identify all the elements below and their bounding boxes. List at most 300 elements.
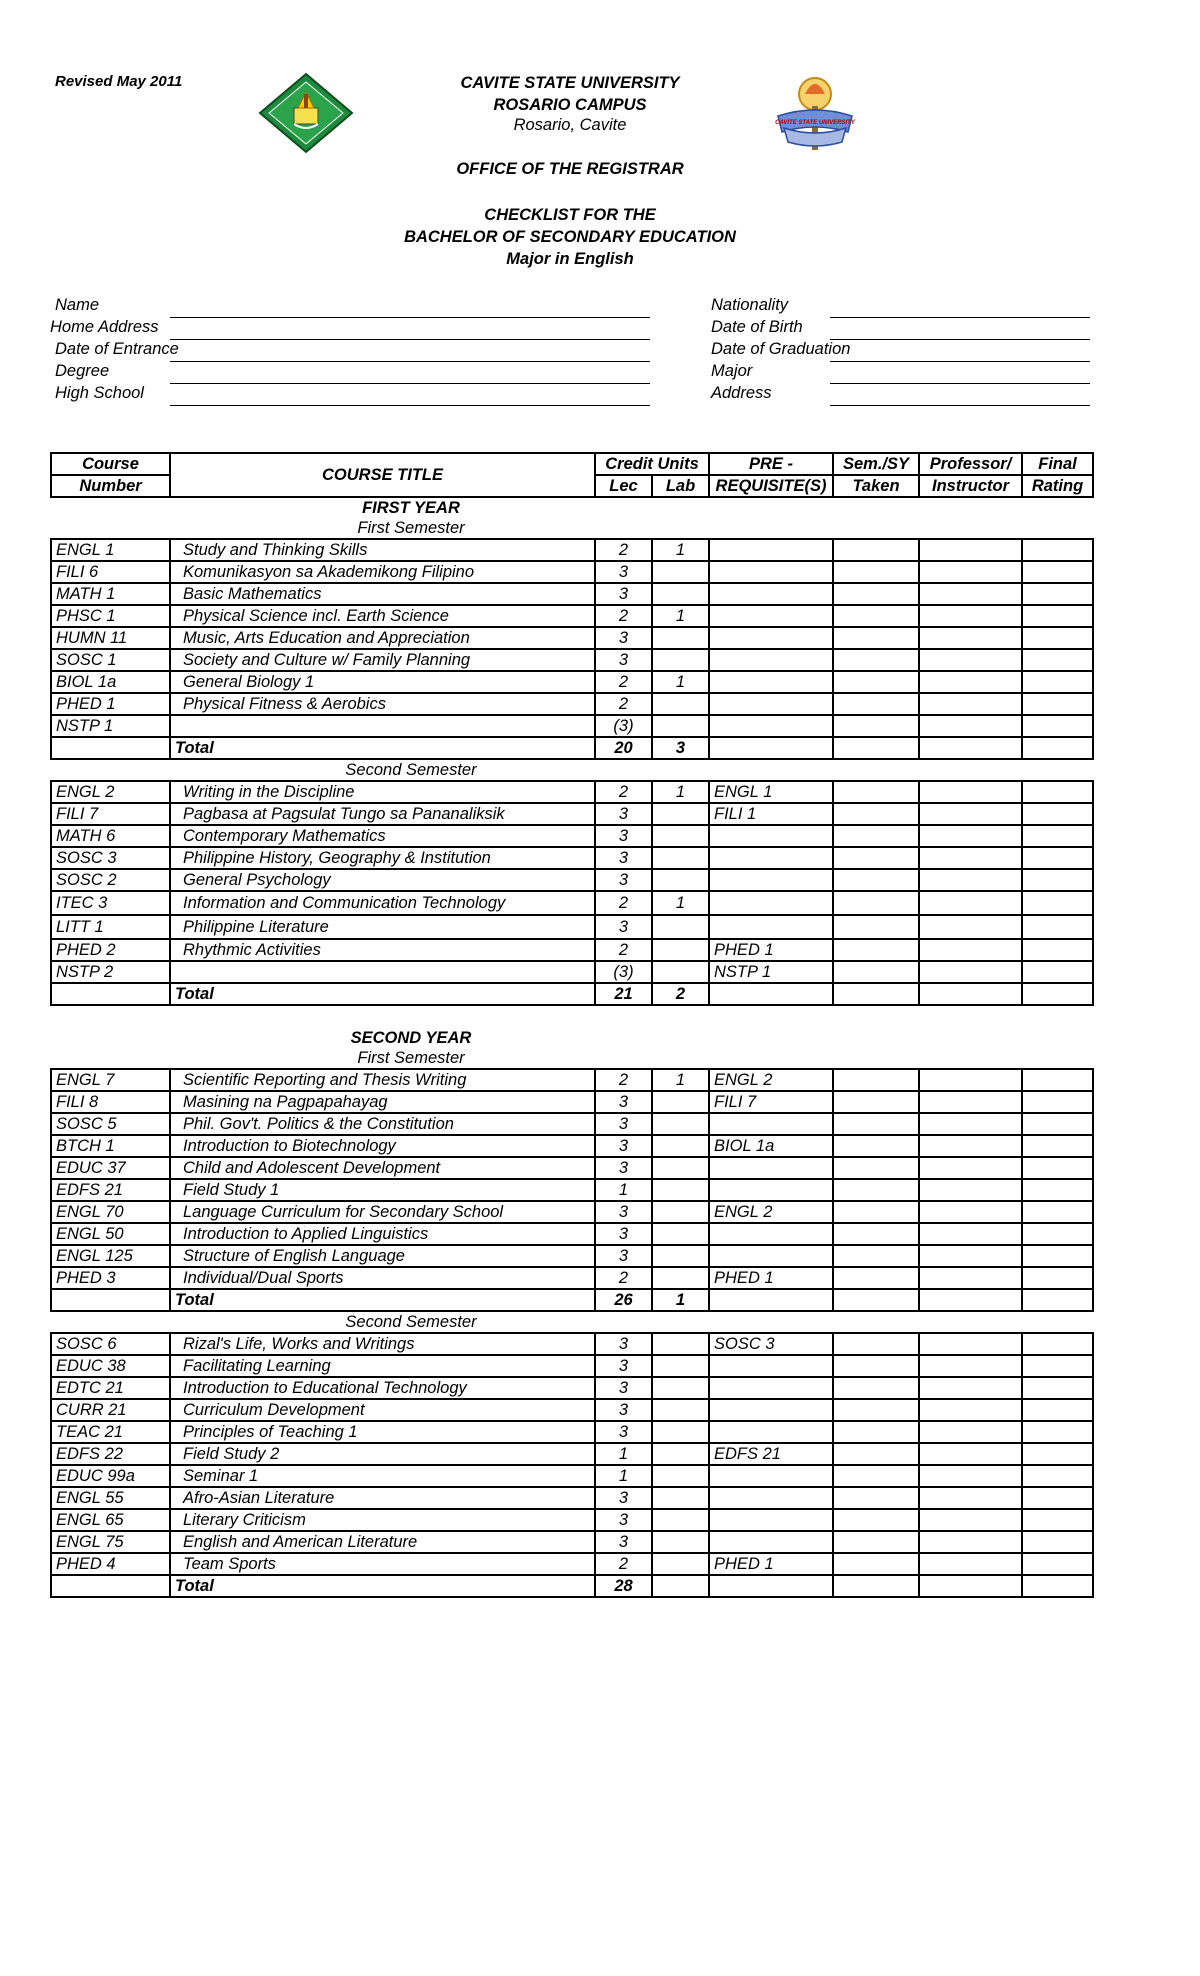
instructor-cell[interactable] xyxy=(919,869,1022,891)
checklist-table xyxy=(50,452,1094,1598)
final-rating-cell[interactable] xyxy=(1022,1465,1093,1487)
lab-units xyxy=(652,1377,709,1399)
lab-units xyxy=(652,627,709,649)
final-rating-cell[interactable] xyxy=(1022,1377,1093,1399)
prerequisite xyxy=(709,1245,833,1267)
lab-units xyxy=(652,847,709,869)
sem-sy-taken-cell[interactable] xyxy=(833,1553,919,1575)
instructor-cell[interactable] xyxy=(919,1553,1022,1575)
course-title: General Psychology xyxy=(170,869,595,891)
final-rating-cell[interactable] xyxy=(1022,693,1093,715)
sem-sy-taken-cell[interactable] xyxy=(833,961,919,983)
sem-sy-taken-cell[interactable] xyxy=(833,1113,919,1135)
sem-sy-taken-cell[interactable] xyxy=(833,1245,919,1267)
final-rating-cell[interactable] xyxy=(1022,649,1093,671)
instructor-cell[interactable] xyxy=(919,891,1022,915)
second-year-heading xyxy=(51,1028,1093,1048)
course-number: MATH 6 xyxy=(51,825,170,847)
sem-sy-taken-cell[interactable] xyxy=(833,627,919,649)
course-number: HUMN 11 xyxy=(51,627,170,649)
instructor-cell[interactable] xyxy=(919,1355,1022,1377)
date-of-birth-label: Date of Birth xyxy=(711,318,803,336)
prerequisite xyxy=(709,1157,833,1179)
lab-units xyxy=(652,1443,709,1465)
lab-units xyxy=(652,869,709,891)
table-row xyxy=(51,869,1093,891)
sem-sy-taken-cell[interactable] xyxy=(833,693,919,715)
course-title: English and American Literature xyxy=(170,1531,595,1553)
instructor-cell[interactable] xyxy=(919,781,1022,803)
sem-sy-taken-cell[interactable] xyxy=(833,1509,919,1531)
final-rating-cell[interactable] xyxy=(1022,1179,1093,1201)
major-field[interactable] xyxy=(830,383,1090,384)
instructor-cell[interactable] xyxy=(919,1245,1022,1267)
sem-sy-taken-cell[interactable] xyxy=(833,1157,919,1179)
lab-units xyxy=(652,1553,709,1575)
instructor-cell[interactable] xyxy=(919,605,1022,627)
lec-units: 3 xyxy=(595,1135,652,1157)
instructor-cell[interactable] xyxy=(919,939,1022,961)
prerequisite xyxy=(709,1465,833,1487)
instructor-cell[interactable] xyxy=(919,649,1022,671)
final-rating-cell[interactable] xyxy=(1022,1091,1093,1113)
date-of-entrance-field[interactable] xyxy=(170,361,650,362)
final-rating-cell[interactable] xyxy=(1022,939,1093,961)
sem-sy-taken-cell[interactable] xyxy=(833,561,919,583)
second-semester-heading-label: Second Semester xyxy=(345,1313,477,1331)
sem-sy-taken-cell[interactable] xyxy=(833,1267,919,1289)
total-rating-blank xyxy=(1022,737,1093,759)
lab-units: 1 xyxy=(652,605,709,627)
date-of-birth-field[interactable] xyxy=(830,339,1090,340)
course-title: Curriculum Development xyxy=(170,1399,595,1421)
sem-sy-taken-cell[interactable] xyxy=(833,1421,919,1443)
table-row xyxy=(51,847,1093,869)
instructor-cell[interactable] xyxy=(919,1399,1022,1421)
prerequisite xyxy=(709,1113,833,1135)
instructor-cell[interactable] xyxy=(919,1377,1022,1399)
sem-sy-taken-cell[interactable] xyxy=(833,803,919,825)
instructor-cell[interactable] xyxy=(919,1179,1022,1201)
nationality-field[interactable] xyxy=(830,317,1090,318)
final-rating-cell[interactable] xyxy=(1022,1443,1093,1465)
course-number: FILI 7 xyxy=(51,803,170,825)
course-title: Field Study 2 xyxy=(170,1443,595,1465)
lab-units xyxy=(652,583,709,605)
lec-units: 3 xyxy=(595,1223,652,1245)
final-rating-cell[interactable] xyxy=(1022,539,1093,561)
total-row xyxy=(51,1575,1093,1597)
sem-sy-taken-cell[interactable] xyxy=(833,671,919,693)
prerequisite xyxy=(709,1399,833,1421)
final-rating-cell[interactable] xyxy=(1022,1135,1093,1157)
course-title: Individual/Dual Sports xyxy=(170,1267,595,1289)
instructor-cell[interactable] xyxy=(919,1421,1022,1443)
sem-sy-taken-cell[interactable] xyxy=(833,1487,919,1509)
course-number: PHED 1 xyxy=(51,693,170,715)
final-rating-cell[interactable] xyxy=(1022,1069,1093,1091)
lec-units: 3 xyxy=(595,561,652,583)
university-name: CAVITE STATE UNIVERSITY xyxy=(460,74,680,92)
lab-units xyxy=(652,1399,709,1421)
final-rating-cell[interactable] xyxy=(1022,1267,1093,1289)
total-lec: 26 xyxy=(595,1289,652,1311)
final-rating-cell[interactable] xyxy=(1022,671,1093,693)
course-number: EDUC 99a xyxy=(51,1465,170,1487)
lec-units: 3 xyxy=(595,1421,652,1443)
course-title: Philippine History, Geography & Institution xyxy=(170,847,595,869)
lec-units: 2 xyxy=(595,605,652,627)
sem-sy-taken-cell[interactable] xyxy=(833,1223,919,1245)
instructor-cell[interactable] xyxy=(919,539,1022,561)
high-school-label: High School xyxy=(55,384,144,402)
lec-units: 3 xyxy=(595,1509,652,1531)
prerequisite xyxy=(709,539,833,561)
final-rating-cell[interactable] xyxy=(1022,915,1093,939)
table-row xyxy=(51,1091,1093,1113)
first-year-heading-label: FIRST YEAR xyxy=(362,499,460,517)
total-lab: 2 xyxy=(652,983,709,1005)
instructor-cell[interactable] xyxy=(919,1069,1022,1091)
final-rating-cell[interactable] xyxy=(1022,1509,1093,1531)
table-row xyxy=(51,1333,1093,1355)
nationality-label: Nationality xyxy=(711,296,789,314)
lec-units: 3 xyxy=(595,1355,652,1377)
lec-units: 3 xyxy=(595,1333,652,1355)
course-title: Philippine Literature xyxy=(170,915,595,939)
course-number: FILI 8 xyxy=(51,1091,170,1113)
course-number: ENGL 50 xyxy=(51,1223,170,1245)
course-number: EDFS 22 xyxy=(51,1443,170,1465)
col-pre: PRE - xyxy=(709,453,833,475)
sem-sy-taken-cell[interactable] xyxy=(833,1069,919,1091)
final-rating-cell[interactable] xyxy=(1022,1223,1093,1245)
address-label: Address xyxy=(711,384,772,402)
sem-sy-taken-cell[interactable] xyxy=(833,649,919,671)
final-rating-cell[interactable] xyxy=(1022,1245,1093,1267)
instructor-cell[interactable] xyxy=(919,1465,1022,1487)
office-title: OFFICE OF THE REGISTRAR xyxy=(456,160,684,178)
table-row xyxy=(51,1179,1093,1201)
course-title: Facilitating Learning xyxy=(170,1355,595,1377)
instructor-cell[interactable] xyxy=(919,1443,1022,1465)
sem-sy-taken-cell[interactable] xyxy=(833,847,919,869)
table-row xyxy=(51,961,1093,983)
table-row xyxy=(51,1201,1093,1223)
col-lab: Lab xyxy=(652,475,709,497)
lab-units xyxy=(652,939,709,961)
final-rating-cell[interactable] xyxy=(1022,847,1093,869)
first-year-heading xyxy=(51,497,1093,518)
degree-field[interactable] xyxy=(170,383,650,384)
lab-units xyxy=(652,1179,709,1201)
instructor-cell[interactable] xyxy=(919,1113,1022,1135)
table-row xyxy=(51,649,1093,671)
lec-units: 3 xyxy=(595,1113,652,1135)
lec-units: 1 xyxy=(595,1443,652,1465)
first-semester-heading-label: First Semester xyxy=(357,1049,465,1067)
lab-units xyxy=(652,561,709,583)
instructor-cell[interactable] xyxy=(919,1223,1022,1245)
final-rating-cell[interactable] xyxy=(1022,869,1093,891)
sem-sy-taken-cell[interactable] xyxy=(833,583,919,605)
sem-sy-taken-cell[interactable] xyxy=(833,781,919,803)
instructor-cell[interactable] xyxy=(919,825,1022,847)
lec-units: 3 xyxy=(595,1201,652,1223)
final-rating-cell[interactable] xyxy=(1022,1355,1093,1377)
table-row xyxy=(51,1267,1093,1289)
spacer-row xyxy=(51,1005,1093,1028)
course-number: LITT 1 xyxy=(51,915,170,939)
lec-units: 3 xyxy=(595,649,652,671)
prerequisite xyxy=(709,1531,833,1553)
sem-sy-taken-cell[interactable] xyxy=(833,891,919,915)
col-course: Course xyxy=(51,453,170,475)
instructor-cell[interactable] xyxy=(919,1333,1022,1355)
final-rating-cell[interactable] xyxy=(1022,781,1093,803)
course-number: BTCH 1 xyxy=(51,1135,170,1157)
course-title: Scientific Reporting and Thesis Writing xyxy=(170,1069,595,1091)
lec-units: 2 xyxy=(595,1267,652,1289)
final-rating-cell[interactable] xyxy=(1022,1421,1093,1443)
prerequisite: SOSC 3 xyxy=(709,1333,833,1355)
sem-sy-taken-cell[interactable] xyxy=(833,1135,919,1157)
sem-sy-taken-cell[interactable] xyxy=(833,605,919,627)
table-row xyxy=(51,891,1093,915)
table-row xyxy=(51,1509,1093,1531)
sem-sy-taken-cell[interactable] xyxy=(833,1333,919,1355)
instructor-cell[interactable] xyxy=(919,671,1022,693)
lab-units xyxy=(652,693,709,715)
course-title: Music, Arts Education and Appreciation xyxy=(170,627,595,649)
second-semester-heading xyxy=(51,759,1093,781)
lab-units xyxy=(652,1245,709,1267)
col-requisite: REQUISITE(S) xyxy=(709,475,833,497)
prerequisite: BIOL 1a xyxy=(709,1135,833,1157)
col-final: Final xyxy=(1022,453,1093,475)
lec-units: 3 xyxy=(595,1399,652,1421)
table-row xyxy=(51,781,1093,803)
prerequisite: PHED 1 xyxy=(709,1267,833,1289)
table-row xyxy=(51,825,1093,847)
course-number: TEAC 21 xyxy=(51,1421,170,1443)
total-blank xyxy=(51,983,170,1005)
instructor-cell[interactable] xyxy=(919,915,1022,939)
second-year-heading-label: SECOND YEAR xyxy=(350,1029,472,1047)
instructor-cell[interactable] xyxy=(919,1267,1022,1289)
sem-sy-taken-cell[interactable] xyxy=(833,825,919,847)
table-row xyxy=(51,1487,1093,1509)
sem-sy-taken-cell[interactable] xyxy=(833,715,919,737)
second-semester-heading xyxy=(51,1311,1093,1333)
lab-units xyxy=(652,715,709,737)
date-of-graduation-field[interactable] xyxy=(830,361,1090,362)
total-pre-blank xyxy=(709,983,833,1005)
instructor-cell[interactable] xyxy=(919,1201,1022,1223)
prerequisite xyxy=(709,605,833,627)
prerequisite xyxy=(709,671,833,693)
lab-units xyxy=(652,1113,709,1135)
final-rating-cell[interactable] xyxy=(1022,1553,1093,1575)
final-rating-cell[interactable] xyxy=(1022,627,1093,649)
col-course-title: COURSE TITLE xyxy=(170,453,595,497)
lec-units: 3 xyxy=(595,869,652,891)
high-school-field[interactable] xyxy=(170,405,650,406)
course-number: ENGL 75 xyxy=(51,1531,170,1553)
lab-units xyxy=(652,1465,709,1487)
total-lec: 20 xyxy=(595,737,652,759)
instructor-cell[interactable] xyxy=(919,627,1022,649)
table-row xyxy=(51,627,1093,649)
instructor-cell[interactable] xyxy=(919,561,1022,583)
sem-sy-taken-cell[interactable] xyxy=(833,1355,919,1377)
sem-sy-taken-cell[interactable] xyxy=(833,1531,919,1553)
prerequisite xyxy=(709,1509,833,1531)
table-row xyxy=(51,915,1093,939)
final-rating-cell[interactable] xyxy=(1022,1113,1093,1135)
instructor-cell[interactable] xyxy=(919,715,1022,737)
final-rating-cell[interactable] xyxy=(1022,961,1093,983)
course-title: Phil. Gov't. Politics & the Constitution xyxy=(170,1113,595,1135)
instructor-cell[interactable] xyxy=(919,1135,1022,1157)
final-rating-cell[interactable] xyxy=(1022,605,1093,627)
prerequisite: ENGL 2 xyxy=(709,1069,833,1091)
total-sem-blank xyxy=(833,1289,919,1311)
instructor-cell[interactable] xyxy=(919,847,1022,869)
final-rating-cell[interactable] xyxy=(1022,891,1093,915)
campus-town: Rosario, Cavite xyxy=(513,116,627,134)
table-row xyxy=(51,715,1093,737)
checklist-line-3: Major in English xyxy=(506,250,634,268)
final-rating-cell[interactable] xyxy=(1022,803,1093,825)
total-instructor-blank xyxy=(919,737,1022,759)
table-row xyxy=(51,1113,1093,1135)
course-number: MATH 1 xyxy=(51,583,170,605)
table-row xyxy=(51,1377,1093,1399)
course-title: Language Curriculum for Secondary School xyxy=(170,1201,595,1223)
lec-units: 2 xyxy=(595,939,652,961)
lec-units: 3 xyxy=(595,1487,652,1509)
prerequisite: ENGL 2 xyxy=(709,1201,833,1223)
total-lab xyxy=(652,1575,709,1597)
final-rating-cell[interactable] xyxy=(1022,1399,1093,1421)
date-of-entrance-label: Date of Entrance xyxy=(55,340,179,358)
course-title: Komunikasyon sa Akademikong Filipino xyxy=(170,561,595,583)
lab-units xyxy=(652,1135,709,1157)
prerequisite xyxy=(709,1377,833,1399)
total-sem-blank xyxy=(833,983,919,1005)
table-row xyxy=(51,803,1093,825)
course-number: ENGL 55 xyxy=(51,1487,170,1509)
prerequisite: FILI 7 xyxy=(709,1091,833,1113)
course-title: Seminar 1 xyxy=(170,1465,595,1487)
course-title xyxy=(170,715,595,737)
checklist-line-1: CHECKLIST FOR THE xyxy=(484,206,656,224)
lec-units: 3 xyxy=(595,847,652,869)
instructor-cell[interactable] xyxy=(919,803,1022,825)
lec-units: 2 xyxy=(595,671,652,693)
course-title xyxy=(170,961,595,983)
course-title: Society and Culture w/ Family Planning xyxy=(170,649,595,671)
instructor-cell[interactable] xyxy=(919,1509,1022,1531)
lab-units xyxy=(652,803,709,825)
name-field[interactable] xyxy=(170,317,650,318)
home-address-label: Home Address xyxy=(50,318,159,336)
total-rating-blank xyxy=(1022,1575,1093,1597)
instructor-cell[interactable] xyxy=(919,1531,1022,1553)
sem-sy-taken-cell[interactable] xyxy=(833,1091,919,1113)
lec-units: 2 xyxy=(595,1553,652,1575)
col-taken: Taken xyxy=(833,475,919,497)
first-semester-heading-label: First Semester xyxy=(357,519,465,537)
course-number: ENGL 1 xyxy=(51,539,170,561)
course-number: FILI 6 xyxy=(51,561,170,583)
total-label: Total xyxy=(170,1575,595,1597)
total-instructor-blank xyxy=(919,983,1022,1005)
table-row xyxy=(51,1465,1093,1487)
lec-units: 2 xyxy=(595,693,652,715)
instructor-cell[interactable] xyxy=(919,1487,1022,1509)
final-rating-cell[interactable] xyxy=(1022,825,1093,847)
home-address-field[interactable] xyxy=(170,339,650,340)
final-rating-cell[interactable] xyxy=(1022,583,1093,605)
sem-sy-taken-cell[interactable] xyxy=(833,1179,919,1201)
table-row xyxy=(51,1553,1093,1575)
lab-units xyxy=(652,825,709,847)
course-number: PHED 3 xyxy=(51,1267,170,1289)
lec-units: 3 xyxy=(595,825,652,847)
final-rating-cell[interactable] xyxy=(1022,1201,1093,1223)
sem-sy-taken-cell[interactable] xyxy=(833,869,919,891)
instructor-cell[interactable] xyxy=(919,1091,1022,1113)
course-title: Structure of English Language xyxy=(170,1245,595,1267)
table-row xyxy=(51,605,1093,627)
final-rating-cell[interactable] xyxy=(1022,1531,1093,1553)
major-label: Major xyxy=(711,362,753,380)
prerequisite xyxy=(709,627,833,649)
sem-sy-taken-cell[interactable] xyxy=(833,939,919,961)
instructor-cell[interactable] xyxy=(919,961,1022,983)
lec-units: 3 xyxy=(595,1157,652,1179)
final-rating-cell[interactable] xyxy=(1022,1157,1093,1179)
instructor-cell[interactable] xyxy=(919,1157,1022,1179)
sem-sy-taken-cell[interactable] xyxy=(833,1399,919,1421)
final-rating-cell[interactable] xyxy=(1022,1333,1093,1355)
sem-sy-taken-cell[interactable] xyxy=(833,1465,919,1487)
table-header-row-1 xyxy=(51,453,1093,475)
prerequisite xyxy=(709,891,833,915)
course-title: Rizal's Life, Works and Writings xyxy=(170,1333,595,1355)
instructor-cell[interactable] xyxy=(919,693,1022,715)
prerequisite xyxy=(709,649,833,671)
date-of-graduation-label: Date of Graduation xyxy=(711,340,851,358)
sem-sy-taken-cell[interactable] xyxy=(833,539,919,561)
sem-sy-taken-cell[interactable] xyxy=(833,1377,919,1399)
final-rating-cell[interactable] xyxy=(1022,561,1093,583)
course-title: Introduction to Applied Linguistics xyxy=(170,1223,595,1245)
sem-sy-taken-cell[interactable] xyxy=(833,1443,919,1465)
instructor-cell[interactable] xyxy=(919,583,1022,605)
final-rating-cell[interactable] xyxy=(1022,1487,1093,1509)
address-field[interactable] xyxy=(830,405,1090,406)
final-rating-cell[interactable] xyxy=(1022,715,1093,737)
sem-sy-taken-cell[interactable] xyxy=(833,915,919,939)
lec-units: 1 xyxy=(595,1465,652,1487)
sem-sy-taken-cell[interactable] xyxy=(833,1201,919,1223)
course-number: ENGL 2 xyxy=(51,781,170,803)
total-rating-blank xyxy=(1022,1289,1093,1311)
table-row xyxy=(51,539,1093,561)
